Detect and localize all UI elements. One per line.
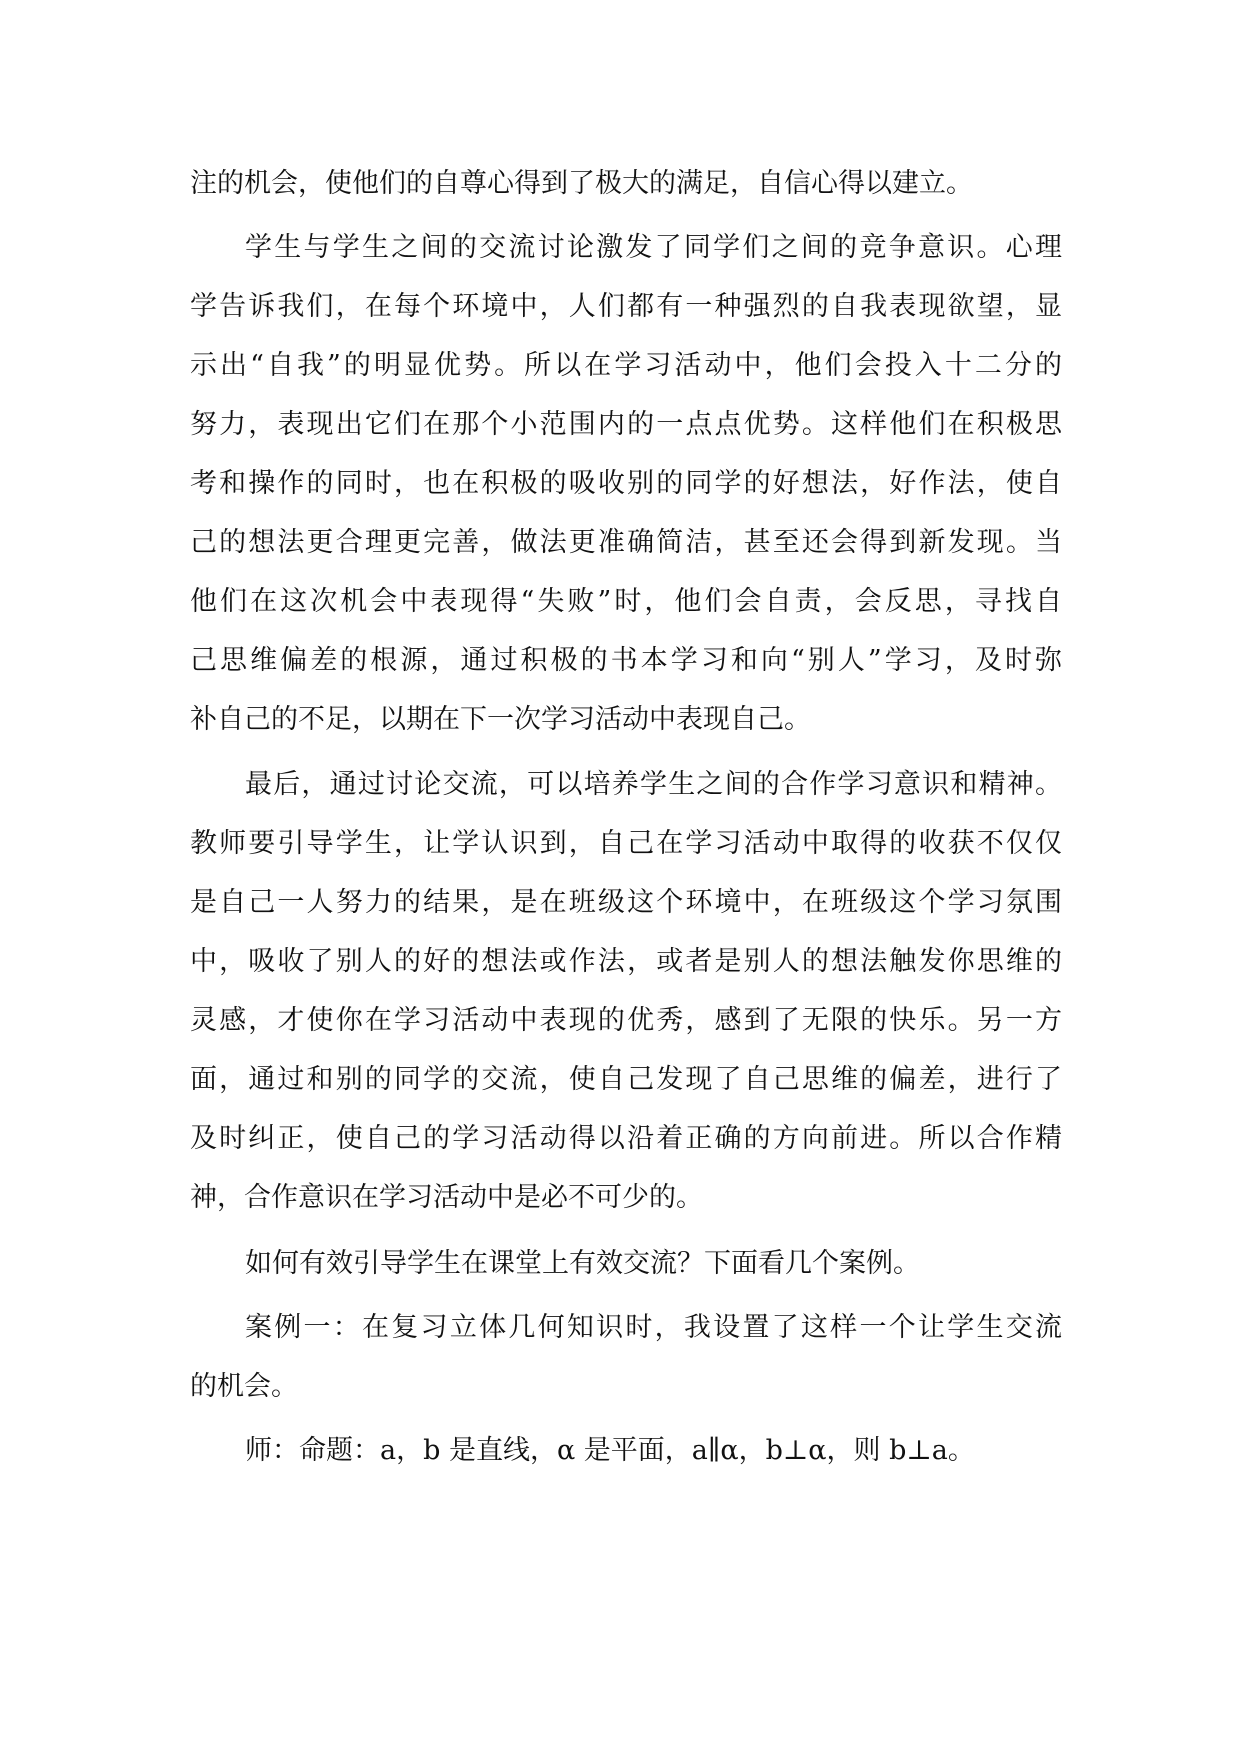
text-line: 及时纠正，使自己的学习活动得以沿着正确的方向前进。所以合作精 (190, 1123, 1062, 1154)
text-line: 面，通过和别的同学的交流，使自己发现了自己思维的偏差，进行了 (190, 1064, 1062, 1095)
text-line: 神，合作意识在学习活动中是必不可少的。 (190, 1182, 703, 1213)
text-line: 己的想法更合理更完善，做法更准确简洁，甚至还会得到新发现。当 (190, 527, 1062, 558)
paragraph-start-line: 最后，通过讨论交流，可以培养学生之间的合作学习意识和精神。 (245, 769, 1062, 800)
text-line: 注的机会，使他们的自尊心得到了极大的满足，自信心得以建立。 (190, 168, 973, 199)
text-line: 己思维偏差的根源，通过积极的书本学习和向“别人”学习，及时弥 (190, 645, 1062, 676)
text-line: 是自己一人努力的结果，是在班级这个环境中，在班级这个学习氛围 (190, 887, 1062, 918)
text-line: 考和操作的同时，也在积极的吸收别的同学的好想法，好作法，使自 (190, 468, 1062, 499)
paragraph-start-line: 如何有效引导学生在课堂上有效交流？下面看几个案例。 (245, 1248, 920, 1279)
text-line: 灵感，才使你在学习活动中表现的优秀，感到了无限的快乐。另一方 (190, 1005, 1062, 1036)
text-line: 示出“自我”的明显优势。所以在学习活动中，他们会投入十二分的 (190, 350, 1062, 381)
text-line: 学告诉我们，在每个环境中，人们都有一种强烈的自我表现欲望，显 (190, 291, 1062, 322)
text-line: 补自己的不足，以期在下一次学习活动中表现自己。 (190, 704, 811, 735)
paragraph-start-line: 学生与学生之间的交流讨论激发了同学们之间的竞争意识。心理 (245, 232, 1062, 263)
text-line: 努力，表现出它们在那个小范围内的一点点优势。这样他们在积极思 (190, 409, 1062, 440)
text-line: 的机会。 (190, 1371, 298, 1402)
text-line: 中，吸收了别人的好的想法或作法，或者是别人的想法触发你思维的 (190, 946, 1062, 977)
text-line: 教师要引导学生，让学认识到，自己在学习活动中取得的收获不仅仅 (190, 828, 1062, 859)
paragraph-start-line: 师：命题：a，b 是直线，α 是平面，a∥α，b⊥α，则 b⊥a。 (245, 1435, 975, 1466)
text-line: 他们在这次机会中表现得“失败”时，他们会自责，会反思，寻找自 (190, 586, 1062, 617)
paragraph-start-line: 案例一：在复习立体几何知识时，我设置了这样一个让学生交流 (245, 1312, 1062, 1343)
